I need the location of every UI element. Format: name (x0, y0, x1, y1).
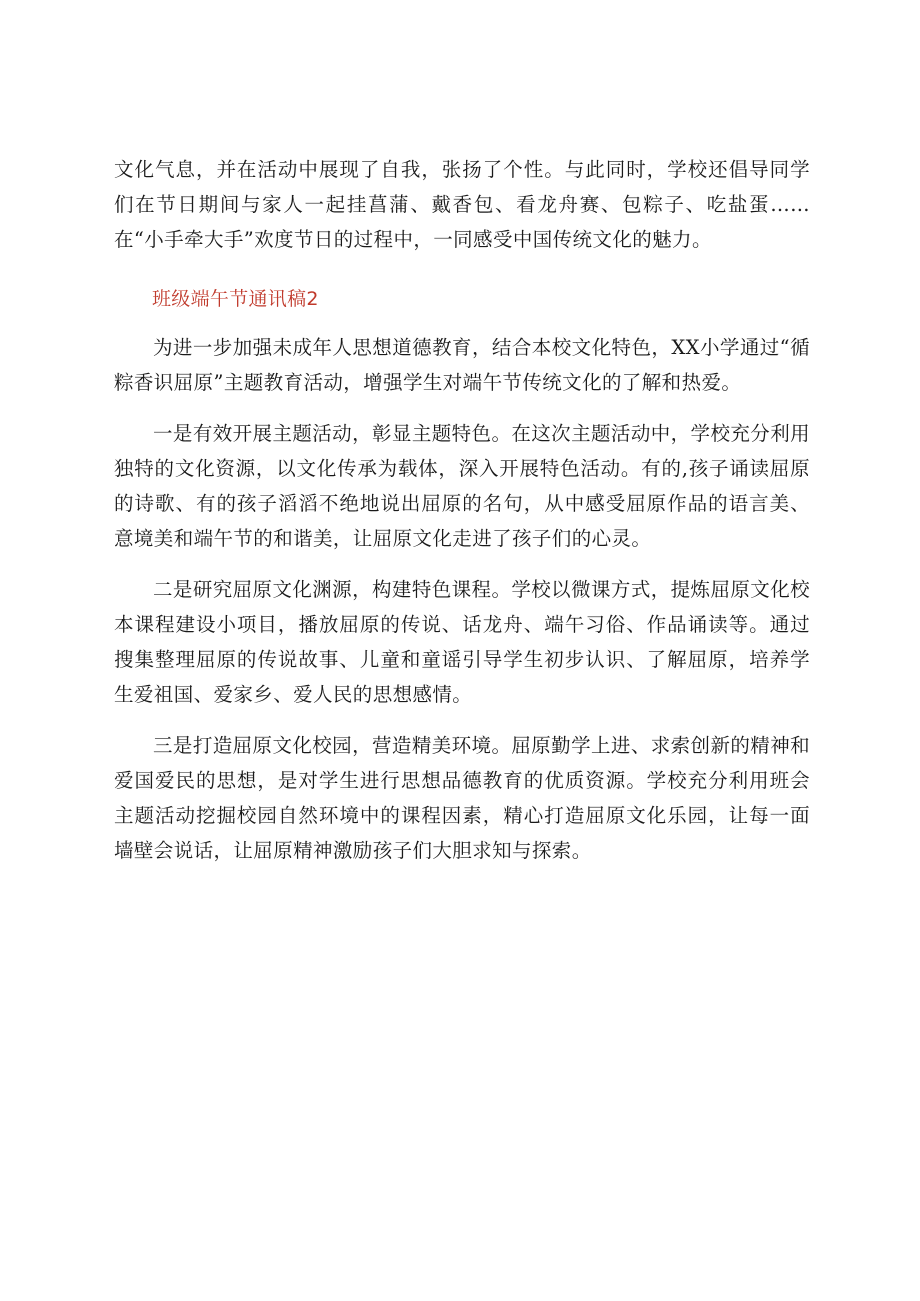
paragraph-3: 二是研究屈原文化渊源，构建特色课程。学校以微课方式，提炼屈原文化校本课程建设小项目，播放屈原的传说、话龙舟、端午习俗、作品诵读等。通过搜集整理屈原的传说故事、儿童和童谣引导学生初步认识、了解屈原，培养学生爱祖国、爱家乡、爱人民的思想感情。 (114, 578, 810, 706)
paragraph-4: 三是打造屈原文化校园，营造精美环境。屈原勤学上进、求索创新的精神和爱国爱民的思想，是对学生进行思想品德教育的优质资源。学校充分利用班会主题活动挖掘校园自然环境中的课程因素，精心打造屈原文化乐园，让每一面墙壁会说话，让屈原精神激励孩子们大胆求知与探索。 (114, 734, 810, 862)
section-heading: 班级端午节通讯稿2 (152, 288, 319, 310)
intro-paragraph: 文化气息，并在活动中展现了自我，张扬了个性。与此同时，学校还倡导同学们在节日期间与家人一起挂菖蒲、戴香包、看龙舟赛、包粽子、吃盐蛋……在“小手牵大手”欢度节日的过程中，一同感受中国传统文化的魅力。 (114, 158, 810, 251)
paragraph-2: 一是有效开展主题活动，彰显主题特色。在这次主题活动中，学校充分利用独特的文化资源，以文化传承为载体，深入开展特色活动。有的,孩子诵读屈原的诗歌、有的孩子滔滔不绝地说出屈原的名句，从中感受屈原作品的语言美、意境美和端午节的和谐美，让屈原文化走进了孩子们的心灵。 (114, 422, 810, 550)
paragraph-1: 为进一步加强未成年人思想道德教育，结合本校文化特色，XX小学通过“循粽香识屈原”主题教育活动，增强学生对端午节传统文化的了解和热爱。 (114, 336, 810, 394)
document-body (114, 152, 810, 868)
